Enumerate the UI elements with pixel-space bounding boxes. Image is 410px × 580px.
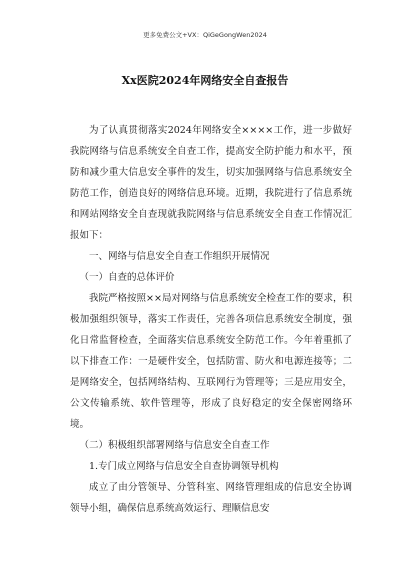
document-title: Xx医院2024年网络安全自查报告 bbox=[121, 74, 289, 87]
item-heading-1: 1.专门成立网络与信息安全自查协调领导机构 bbox=[89, 461, 279, 472]
subsection-heading-1: （一）自查的总体评价 bbox=[79, 272, 175, 283]
intro-paragraph: 为了认真贯彻落实2024年网络安全××××工作，进一步做好我院网络与信息系统安全自查工作，提高安全防护能力和水平，预防和减少重大信息安全事件的发生，切实加强网络与信息系统安全防范工作，创造良好的网络信息环境。近期，我院进行了信息系统和网站网络安全自查现就我院网络与信息系统安全自查工作情况汇报如下： bbox=[70, 125, 352, 241]
header-note: 更多免费公文+VX：QiGeGongWen2024 bbox=[143, 31, 267, 39]
section-heading-1: 一、网络与信息安全自查工作组织开展情况 bbox=[89, 251, 270, 262]
body-paragraph: 成立了由分管领导、分管科室、网络管理组成的信息安全协调领导小组，确保信息系统高效运行、理顺信息安 bbox=[70, 482, 352, 514]
subsection-heading-2: （二）积极组织部署网络与信息安全自查工作 bbox=[79, 440, 270, 451]
body-paragraph: 我院严格按照××局对网络与信息系统安全检查工作的要求，积极加强组织领导，落实工作责任，完善各项信息系统安全制度，强化日常监督检查，全面落实信息系统安全防范工作。今年着重抓了以下排查工作：一是硬件安全，包括防雷、防火和电源连接等；二是网络安全，包括网络结构、互联网行为管理等；三是应用安全，公文传输系统、软件管理等，形成了良好稳定的安全保密网络环境。 bbox=[70, 293, 352, 430]
document-body bbox=[70, 120, 352, 519]
